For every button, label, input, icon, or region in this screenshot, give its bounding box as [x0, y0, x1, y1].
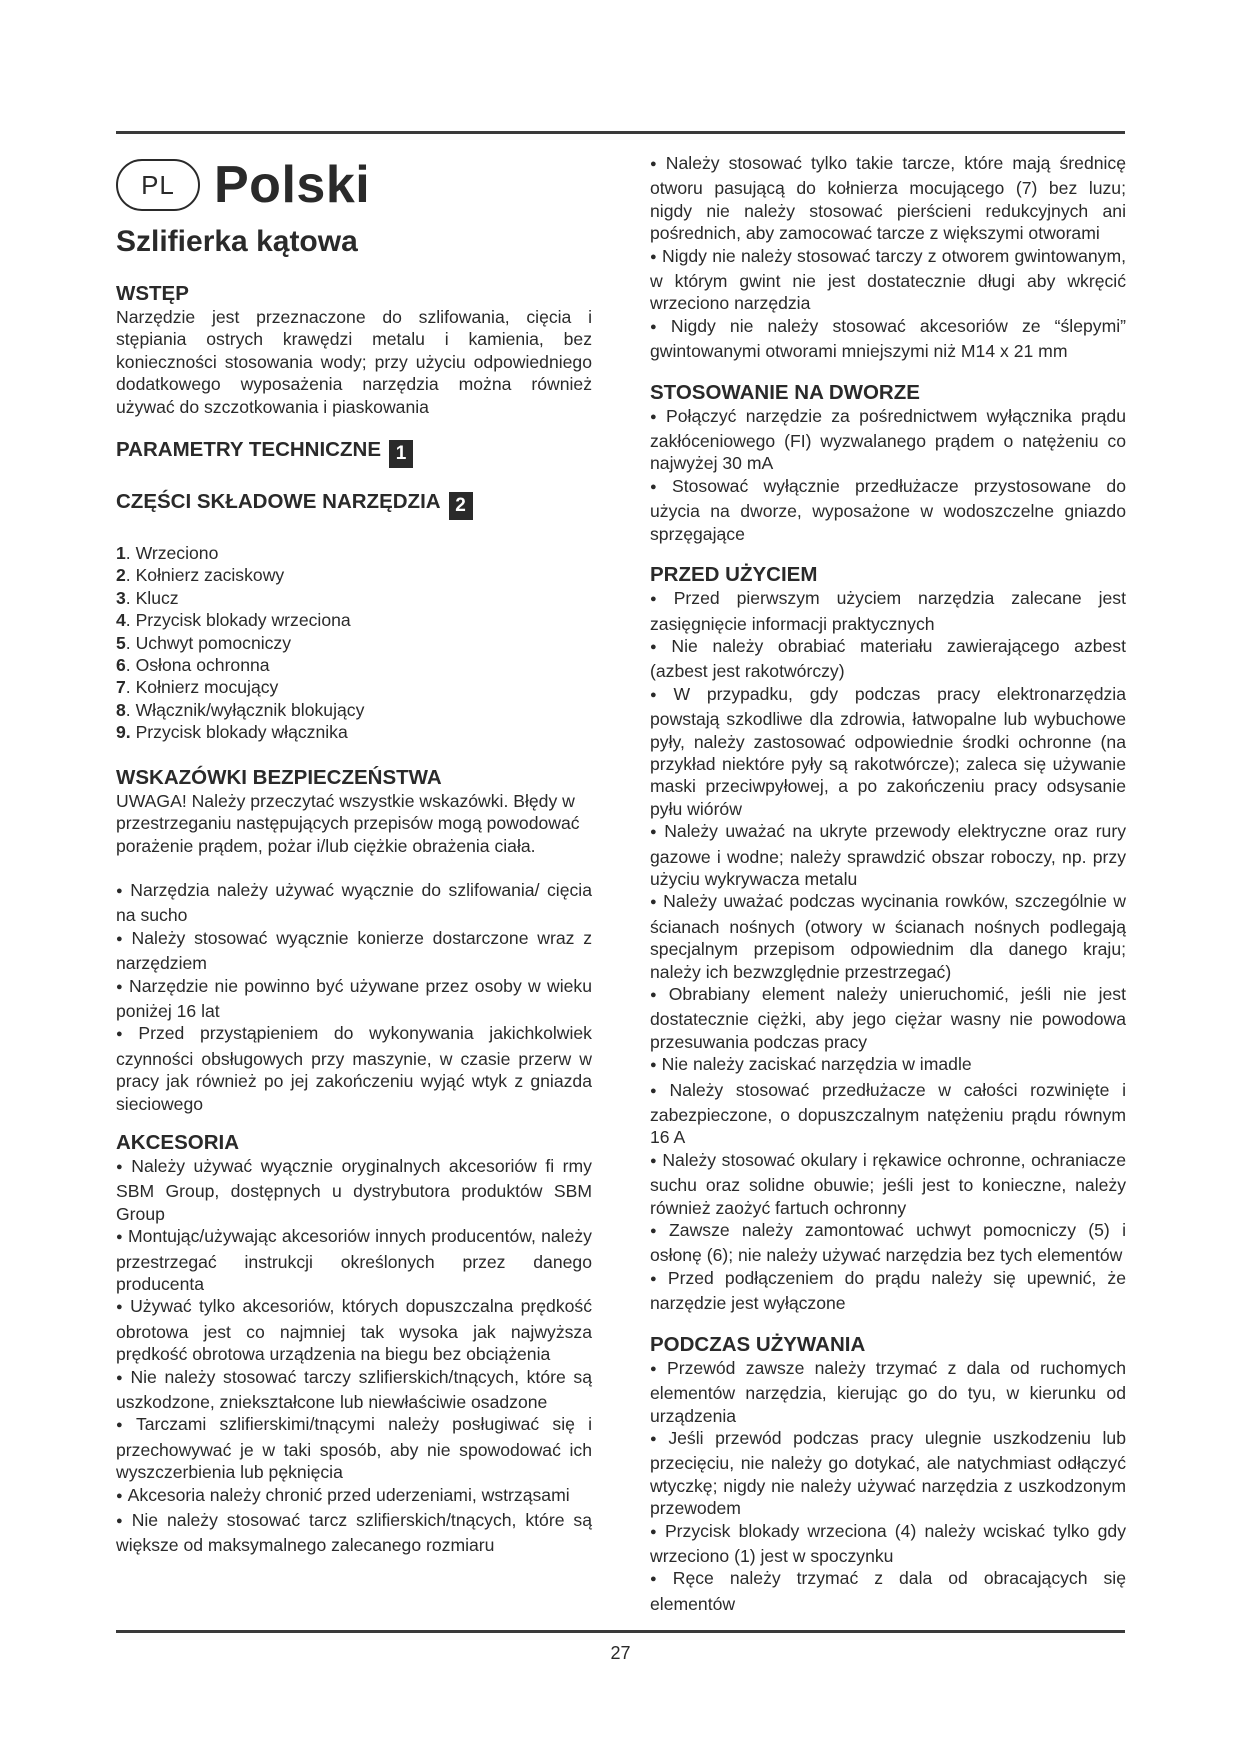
list-item	[116, 699, 592, 721]
list-item: ● Przed podłączeniem do prądu należy się upewnić, że narzędzie jest wyłączone	[650, 1267, 1126, 1315]
list-item: ● Zawsze należy zamontować uchwyt pomocniczy (5) i osłonę (6); nie należy używać narzędzia bez tych elementów	[650, 1219, 1126, 1267]
section-accessories	[116, 1131, 592, 1557]
section-outdoor	[650, 381, 1126, 545]
part-label: . Przycisk blokady wrzeciona	[125, 610, 351, 631]
left-column	[116, 152, 592, 1557]
list-item: ● W przypadku, gdy podczas pracy elektronarzędzia powstają szkodliwe dla zdrowia, łatwopalne lub wybuchowe pyły, należy zastosować odpowiednie środki ochronne (na przykład niektóre pyły są rakotwórcze); zaleca się używanie maski przeciwpyłowej, a po zakończeniu pracy odsysanie pyłu wiórów	[650, 683, 1126, 820]
figure-ref-1: 1	[389, 440, 413, 468]
document-title: Szlifierka kątowa	[116, 225, 358, 258]
part-number: 7	[116, 677, 126, 698]
part-label: . Wrzeciono	[125, 543, 219, 564]
list-item	[116, 542, 592, 564]
list-item: ● Przed pierwszym użyciem narzędzia zalecane jest zasięgnięcie informacji praktycznych	[650, 587, 1126, 635]
part-number: 4	[116, 610, 126, 631]
part-label: . Uchwyt pomocniczy	[125, 632, 292, 653]
list-item: ● Tarczami szlifierskimi/tnącymi należy posługiwać się i przechowywać je w taki sposób, aby nie spowodować ich wyszczerbienia lub pęknięcia	[116, 1413, 592, 1483]
list-item: ● Nie należy zaciskać narzędzia w imadle	[650, 1053, 1126, 1078]
list-item: ● Należy uważać na ukryte przewody elektryczne oraz rury gazowe i wodne; należy sprawdzić obszar roboczy, np. przy użyciu wykrywacza metalu	[650, 820, 1126, 890]
part-number: 5	[116, 632, 126, 653]
safety-list	[116, 879, 592, 1115]
safety-text: UWAGA! Należy przeczytać wszystkie wskazówki. Błędy w przestrzeganiu następujących przepisów mogą powodować porażenie prądem, pożar i/lub ciężkie obrażenia ciała.	[116, 790, 580, 856]
part-label: . Kołnierz zaciskowy	[125, 565, 285, 586]
list-item: ● Nie należy stosować tarcz szlifierskich/tnących, które są większe od maksymalnego zalecanego rozmiaru	[116, 1509, 592, 1557]
section-tech	[116, 438, 592, 468]
list-item: ● Narzędzie nie powinno być używane przez osoby w wieku poniżej 16 lat	[116, 975, 592, 1023]
intro-text: Narzędzie jest przeznaczone do szlifowania, cięcia i stępiania ostrych krawędzi metalu i kamienia, bez konieczności stosowania wody; przy użyciu odpowiedniego dodatkowego wyposażenia narzędzia można również używać do szczotkowania i piaskowania	[116, 307, 592, 417]
list-item: ● Używać tylko akcesoriów, których dopuszczalna prędkość obrotowa jest co najmniej tak wysoka jak najwyższa prędkość obrotowa urządzenia na biegu bez obciążenia	[116, 1295, 592, 1365]
list-item	[116, 721, 592, 743]
list-item: ● Montując/używając akcesoriów innych producentów, należy przestrzegać instrukcji określonych przez danego producenta	[116, 1225, 592, 1295]
section-parts	[116, 490, 592, 744]
part-label: . Osłona ochronna	[125, 655, 270, 676]
top-rule	[116, 131, 1125, 134]
list-item: ● Należy stosować tylko takie tarcze, które mają średnicę otworu pasującą do kołnierza mocującego (7) bez luzu; nigdy nie należy stosować pierścieni redukcyjnych ani pośrednich, aby zamocować tarcze z większymi otworami	[650, 152, 1126, 245]
safety-heading: WSKAZÓWKI BEZPIECZEŃSTWA	[116, 765, 442, 789]
list-item: ● Należy stosować okulary i rękawice ochronne, ochraniacze suchu oraz solidne obuwie; jeśli jest to konieczne, należy również zaożyć fartuch ochronny	[650, 1149, 1126, 1219]
outdoor-heading: STOSOWANIE NA DWORZE	[650, 380, 920, 404]
list-item: ● Należy uważać podczas wycinania rowków, szczególnie w ścianach nośnych (otwory w ścianach nośnych podlegają specjalnym przepisom odpowiednim dla danego kraju; należy ich bezwzględnie przestrzegać)	[650, 890, 1126, 983]
part-number: 3	[116, 587, 126, 608]
part-label: . Włącznik/wyłącznik blokujący	[125, 699, 365, 720]
parts-list	[116, 542, 592, 744]
list-item: ● Nie należy stosować tarczy szlifierskich/tnących, które są uszkodzone, zniekształcone lub niewłaściwie osadzone	[116, 1366, 592, 1414]
list-item: ● Nie należy obrabiać materiału zawierającego azbest (azbest jest rakotwórczy)	[650, 635, 1126, 683]
list-item: ● Stosować wyłącznie przedłużacze przystosowane do użycia na dworze, wyposażone w wodoszczelne gniazdo sprzęgające	[650, 475, 1126, 545]
tech-heading-label: PARAMETRY TECHNICZNE	[116, 438, 381, 462]
list-item: ● Narzędzia należy używać wyącznie do szlifowania/ cięcia na sucho	[116, 879, 592, 927]
part-number: 9.	[116, 722, 131, 743]
language-name: Polski	[214, 156, 371, 214]
list-item	[116, 587, 592, 609]
list-item: ● Należy stosować przedłużacze w całości rozwinięte i zabezpieczone, o dopuszczalnym natężeniu prądu równym 16 A	[650, 1079, 1126, 1149]
list-item: ● Przed przystąpieniem do wykonywania jakichkolwiek czynności obsługowych przy maszynie, w czasie przerw w pracy jak również po jej zakończeniu wyjąć wtyk z gniazda sieciowego	[116, 1022, 592, 1115]
parts-heading	[116, 490, 592, 520]
list-item	[116, 609, 592, 631]
before-use-list	[650, 587, 1126, 1315]
tech-heading	[116, 438, 592, 468]
section-intro	[116, 282, 592, 418]
section-safety	[116, 766, 592, 1115]
list-item: ● Jeśli przewód podczas pracy ulegnie uszkodzeniu lub przecięciu, nie należy go dotykać, ale natychmiast odłączyć wtyczkę; nigdy nie należy używać narzędzia z uszkodzonym przewodem	[650, 1427, 1126, 1520]
list-item: ● Przewód zawsze należy trzymać z dala od ruchomych elementów narzędzia, kierując go do tyu, w kierunku od urządzenia	[650, 1357, 1126, 1427]
right-column	[650, 152, 1126, 1615]
part-label: Przycisk blokady włącznika	[130, 722, 348, 743]
list-item	[116, 654, 592, 676]
bottom-rule	[116, 1630, 1125, 1633]
page-number: 27	[610, 1643, 631, 1663]
outdoor-list	[650, 405, 1126, 545]
list-item: ● Obrabiany element należy unieruchomić, jeśli nie jest dostatecznie ciężki, aby jego ciężar wasny nie powodowa przesuwania podczas pracy	[650, 983, 1126, 1053]
list-item	[116, 632, 592, 654]
part-label: . Klucz	[125, 587, 179, 608]
part-number: 8	[116, 699, 126, 720]
accessories-list	[116, 1155, 592, 1557]
list-item: ● Akcesoria należy chronić przed uderzeniami, wstrząsami	[116, 1484, 592, 1509]
language-badge: PL	[116, 159, 200, 211]
accessories-heading: AKCESORIA	[116, 1130, 240, 1154]
list-item: ● Ręce należy trzymać z dala od obracających się elementów	[650, 1567, 1126, 1615]
list-item: ● Nigdy nie należy stosować akcesoriów ze “ślepymi” gwintowanymi otworami mniejszymi niż M14 x 21 mm	[650, 315, 1126, 363]
during-use-list	[650, 1357, 1126, 1615]
parts-heading-label: CZĘŚCI SKŁADOWE NARZĘDZIA	[116, 490, 441, 514]
list-item: ● Nigdy nie należy stosować tarczy z otworem gwintowanym, w którym gwint nie jest dostatecznie długi aby wkręcić wrzeciono narzędzia	[650, 245, 1126, 315]
during-use-heading: PODCZAS UŻYWANIA	[650, 1332, 866, 1356]
part-label: . Kołnierz mocujący	[125, 677, 279, 698]
before-use-heading: PRZED UŻYCIEM	[650, 563, 818, 587]
part-number: 1	[116, 543, 126, 564]
list-item: ● Połączyć narzędzie za pośrednictwem wyłącznika prądu zakłóceniowego (FI) wyzwalanego prądem o natężeniu co najwyżej 30 mA	[650, 405, 1126, 475]
section-before-use	[650, 563, 1126, 1315]
list-item: ● Przycisk blokady wrzeciona (4) należy wciskać tylko gdy wrzeciono (1) jest w spoczynku	[650, 1520, 1126, 1568]
section-during-use	[650, 1333, 1126, 1615]
list-item: ● Należy stosować wyącznie konierze dostarczone wraz z narzędziem	[116, 927, 592, 975]
language-header	[116, 154, 592, 216]
part-number: 6	[116, 655, 126, 676]
list-item	[116, 564, 592, 586]
figure-ref-2: 2	[449, 492, 473, 520]
accessories-continued-list	[650, 152, 1126, 363]
list-item: ● Należy używać wyącznie oryginalnych akcesoriów fi rmy SBM Group, dostępnych u dystrybutora produktów SBM Group	[116, 1155, 592, 1225]
intro-heading: WSTĘP	[116, 282, 189, 305]
part-number: 2	[116, 565, 126, 586]
list-item	[116, 676, 592, 698]
